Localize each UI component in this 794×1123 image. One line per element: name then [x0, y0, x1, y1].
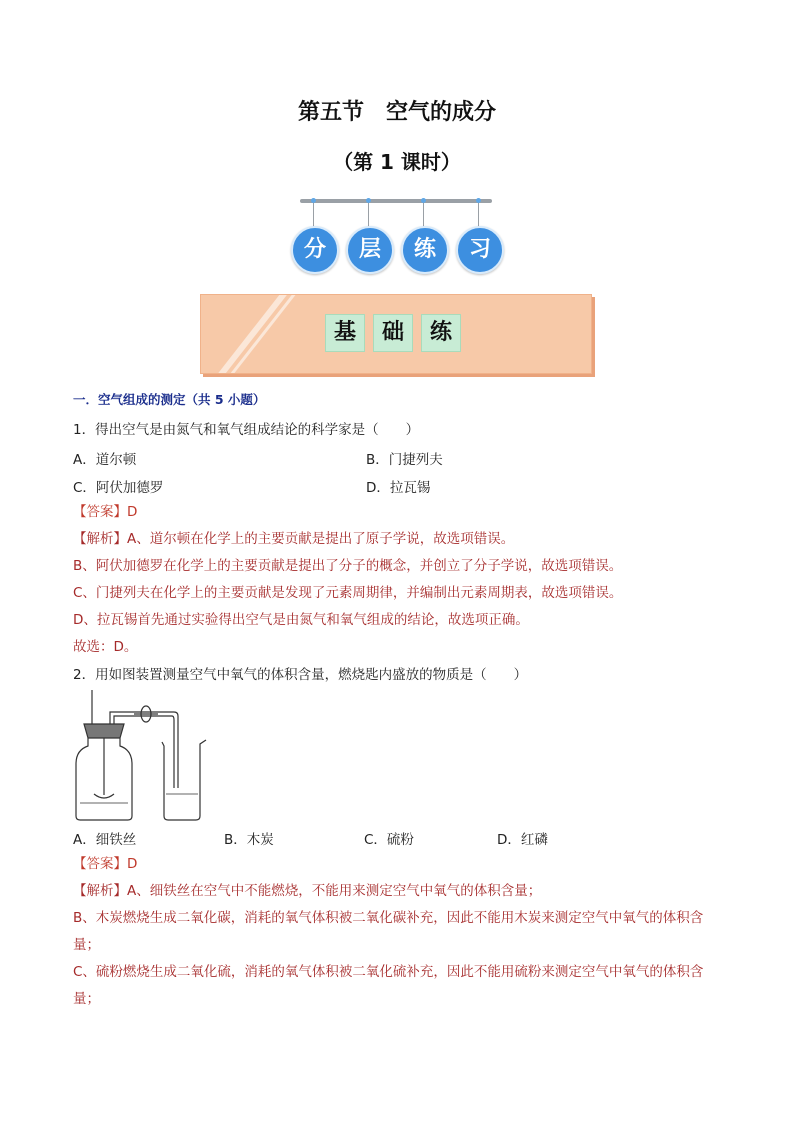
- analysis-line: B、阿伏加德罗在化学上的主要贡献是提出了分子的概念，并创立了分子学说，故选项错误。: [73, 558, 623, 574]
- answer-line: 【答案】D: [73, 856, 138, 872]
- option-b: B．门捷列夫: [366, 452, 443, 468]
- hanging-string: [478, 203, 479, 228]
- option-c: C．阿伏加德罗: [73, 480, 164, 496]
- banner-tile: 础: [373, 314, 413, 352]
- page-subtitle: （第 1 课时）: [333, 150, 461, 174]
- analysis-line: C、硫粉燃烧生成二氧化硫，消耗的氧气体积被二氧化硫补充，因此不能用硫粉来测定空气中氧气的体积含: [73, 964, 704, 980]
- analysis-line: 故选：D。: [73, 639, 138, 655]
- analysis-line: 【解析】A、道尔顿在化学上的主要贡献是提出了原子学说，故选项错误。: [73, 531, 515, 547]
- banner-shine: [200, 294, 289, 374]
- banner-tile: 练: [421, 314, 461, 352]
- apparatus-figure: [70, 690, 240, 822]
- option-a: A．细铁丝: [73, 832, 137, 848]
- option-c: C．硫粉: [364, 832, 414, 848]
- question-stem: 1．得出空气是由氮气和氧气组成结论的科学家是（ ）: [73, 422, 420, 438]
- option-d: D．红磷: [497, 832, 548, 848]
- analysis-line: B、木炭燃烧生成二氧化碳，消耗的氧气体积被二氧化碳补充，因此不能用木炭来测定空气中氧气的体积含: [73, 910, 704, 926]
- bubble-char: 分: [291, 226, 339, 274]
- bubble-char: 习: [456, 226, 504, 274]
- hanging-bar: [300, 199, 492, 203]
- analysis-line: D、拉瓦锡首先通过实验得出空气是由氮气和氧气组成的结论，故选项正确。: [73, 612, 529, 628]
- bubble-char: 层: [346, 226, 394, 274]
- analysis-line: 量；: [73, 991, 100, 1007]
- hanging-string: [368, 203, 369, 228]
- analysis-line: 【解析】A、细铁丝在空气中不能燃烧，不能用来测定空气中氧气的体积含量；: [73, 883, 542, 899]
- section-heading: 一．空气组成的测定（共 5 小题）: [73, 392, 266, 407]
- hanging-string: [313, 203, 314, 228]
- answer-line: 【答案】D: [73, 504, 138, 520]
- bubble-char: 练: [401, 226, 449, 274]
- option-d: D．拉瓦锡: [366, 480, 431, 496]
- option-b: B．木炭: [224, 832, 274, 848]
- analysis-line: 量；: [73, 937, 100, 953]
- banner-tile: 基: [325, 314, 365, 352]
- option-a: A．道尔顿: [73, 452, 137, 468]
- question-stem: 2．用如图装置测量空气中氧气的体积含量，燃烧匙内盛放的物质是（ ）: [73, 667, 528, 683]
- page-title: 第五节 空气的成分: [297, 100, 496, 125]
- hanging-string: [423, 203, 424, 228]
- practice-banner: [200, 294, 592, 374]
- analysis-line: C、门捷列夫在化学上的主要贡献是发现了元素周期律，并编制出元素周期表，故选项错误。: [73, 585, 623, 601]
